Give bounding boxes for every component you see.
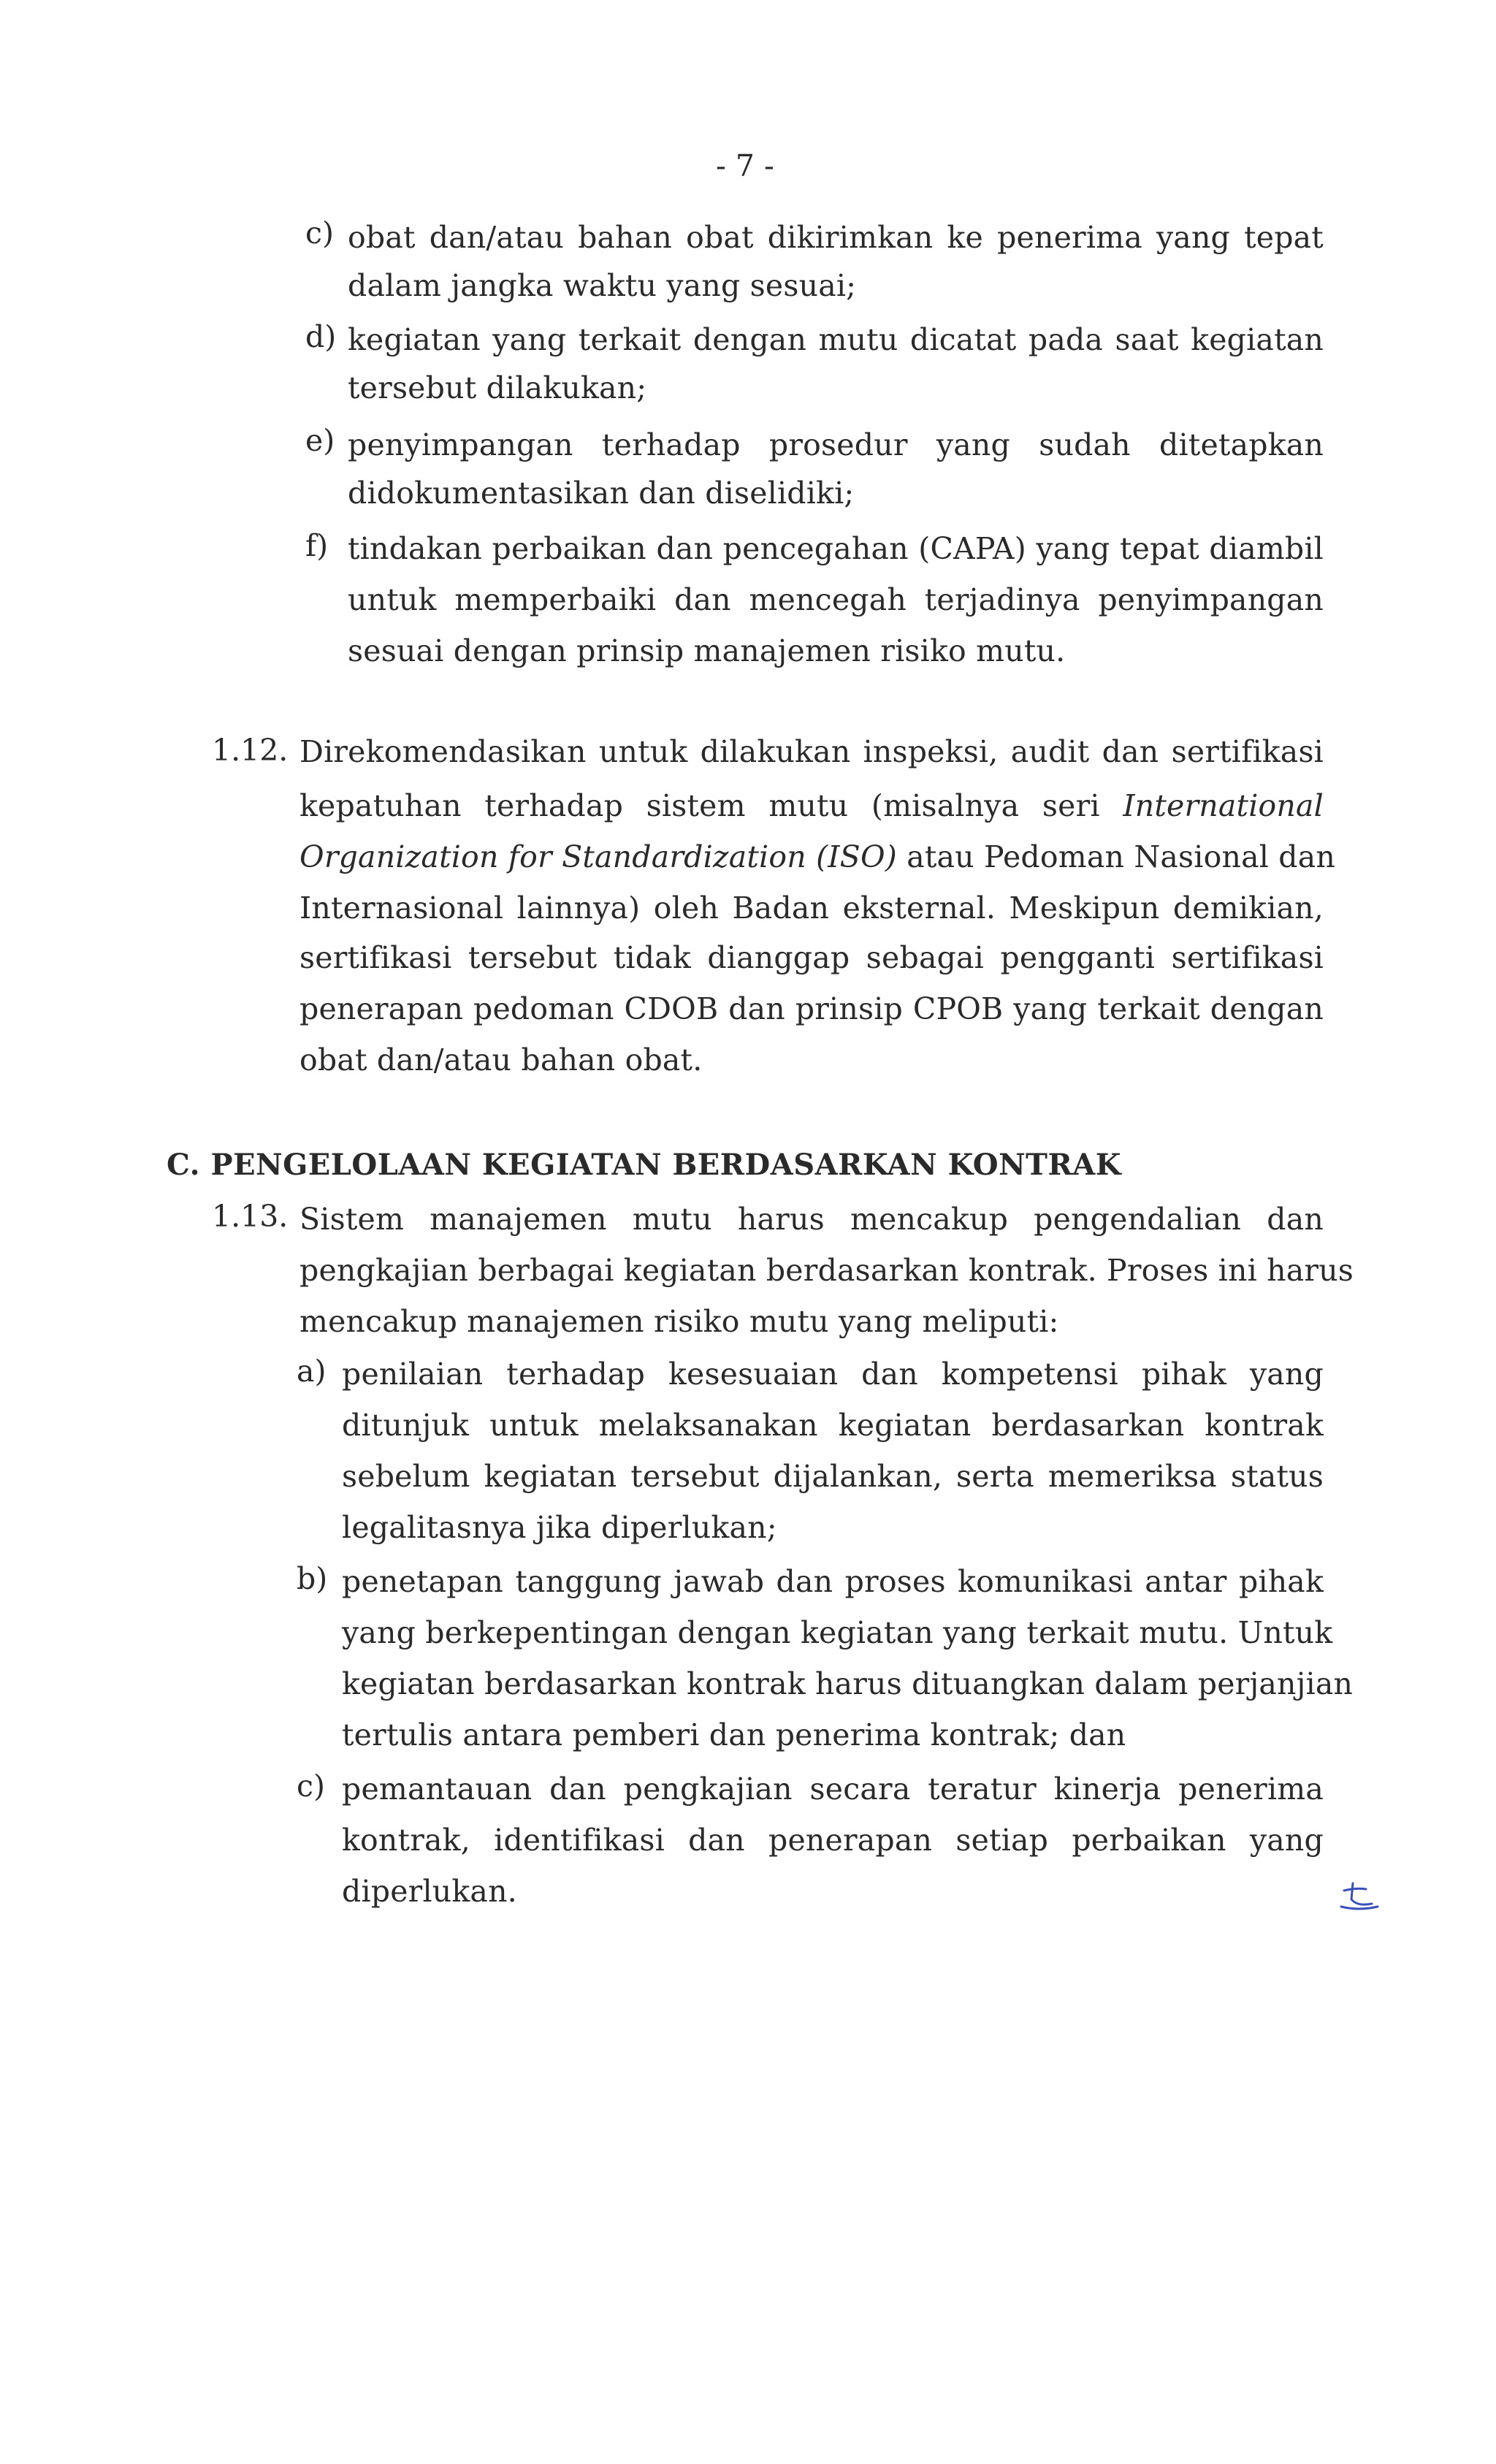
para-1-12-line-3 bbox=[299, 839, 1335, 875]
list2-item-a-line-4: legalitasnya jika diperlukan; bbox=[342, 1510, 777, 1545]
list2-item-c-line-1: pemantauan dan pengkajian secara teratur kinerja penerima bbox=[342, 1771, 1324, 1807]
list-item-d-line-2: tersebut dilakukan; bbox=[348, 370, 647, 405]
para-1-12-line-5: sertifikasi tersebut tidak dianggap sebagai pengganti sertifikasi bbox=[299, 940, 1324, 975]
para-1-12-line-1: Direkomendasikan untuk dilakukan inspeksi, audit dan sertifikasi bbox=[299, 734, 1324, 769]
list2-item-b-line-2: yang berkepentingan dengan kegiatan yang terkait mutu. Untuk bbox=[342, 1615, 1333, 1650]
list2-item-b-line-1: penetapan tanggung jawab dan proses komunikasi antar pihak bbox=[342, 1564, 1324, 1599]
list-item-f-line-3: sesuai dengan prinsip manajemen risiko mutu. bbox=[348, 633, 1066, 668]
list-item-e-line-1: penyimpangan terhadap prosedur yang sudah ditetapkan bbox=[348, 427, 1324, 462]
section-heading-c: C. PENGELOLAAN KEGIATAN BERDASARKAN KONTRAK bbox=[167, 1148, 1121, 1182]
paragraph-number-1-12: 1.12. bbox=[212, 733, 289, 768]
para-1-12-line-2-italic: International bbox=[1123, 788, 1324, 823]
list-item-c-line-1: obat dan/atau bahan obat dikirimkan ke penerima yang tepat bbox=[348, 220, 1324, 255]
list-marker-b: b) bbox=[297, 1561, 328, 1596]
para-1-13-line-2: pengkajian berbagai kegiatan berdasarkan kontrak. Proses ini harus bbox=[299, 1253, 1354, 1288]
list-marker-f: f) bbox=[305, 528, 329, 563]
para-1-12-line-4: Internasional lainnya) oleh Badan eksternal. Meskipun demikian, bbox=[299, 890, 1324, 926]
para-1-12-line-2 bbox=[299, 787, 1324, 824]
para-1-13-line-3: mencakup manajemen risiko mutu yang meliputi: bbox=[299, 1304, 1059, 1339]
para-1-12-line-2-text: kepatuhan terhadap sistem mutu (misalnya seri bbox=[299, 788, 1123, 823]
list2-item-a-line-1: penilaian terhadap kesesuaian dan kompetensi pihak yang bbox=[342, 1357, 1324, 1392]
list-item-e-line-2: didokumentasikan dan diselidiki; bbox=[348, 476, 855, 511]
list2-item-b-line-3: kegiatan berdasarkan kontrak harus dituangkan dalam perjanjian bbox=[342, 1666, 1354, 1701]
para-1-12-line-6: penerapan pedoman CDOB dan prinsip CPOB yang terkait dengan bbox=[299, 991, 1324, 1026]
list-item-c-line-2: dalam jangka waktu yang sesuai; bbox=[348, 268, 857, 303]
para-1-12-line-3-italic: Organization for Standardization (ISO) bbox=[299, 839, 897, 874]
list2-item-a-line-2: ditunjuk untuk melaksanakan kegiatan berdasarkan kontrak bbox=[342, 1408, 1324, 1443]
list2-item-a-line-3: sebelum kegiatan tersebut dijalankan, serta memeriksa status bbox=[342, 1459, 1324, 1494]
list-marker-d: d) bbox=[305, 319, 337, 354]
list-marker-c: c) bbox=[305, 215, 334, 251]
para-1-13-line-1: Sistem manajemen mutu harus mencakup pengendalian dan bbox=[299, 1202, 1324, 1237]
list2-item-b-line-4: tertulis antara pemberi dan penerima kontrak; dan bbox=[342, 1717, 1126, 1752]
list-marker-c2: c) bbox=[297, 1769, 325, 1804]
list2-item-c-line-3: diperlukan. bbox=[342, 1874, 517, 1909]
para-1-12-line-7: obat dan/atau bahan obat. bbox=[299, 1042, 703, 1077]
list2-item-c-line-2: kontrak, identifikasi dan penerapan setiap perbaikan yang bbox=[342, 1823, 1324, 1858]
list-marker-a: a) bbox=[297, 1354, 327, 1389]
list-marker-e: e) bbox=[305, 423, 335, 458]
paraf-signature-icon bbox=[1337, 1877, 1381, 1914]
list-item-f-line-1: tindakan perbaikan dan pencegahan (CAPA) yang tepat diambil bbox=[348, 531, 1324, 566]
paragraph-number-1-13: 1.13. bbox=[212, 1199, 289, 1234]
list-item-d-line-1: kegiatan yang terkait dengan mutu dicatat pada saat kegiatan bbox=[348, 322, 1324, 357]
list-item-f-line-2: untuk memperbaiki dan mencegah terjadinya penyimpangan bbox=[348, 582, 1324, 617]
para-1-12-line-3-text: atau Pedoman Nasional dan bbox=[896, 839, 1335, 874]
page-number: - 7 - bbox=[716, 148, 774, 183]
